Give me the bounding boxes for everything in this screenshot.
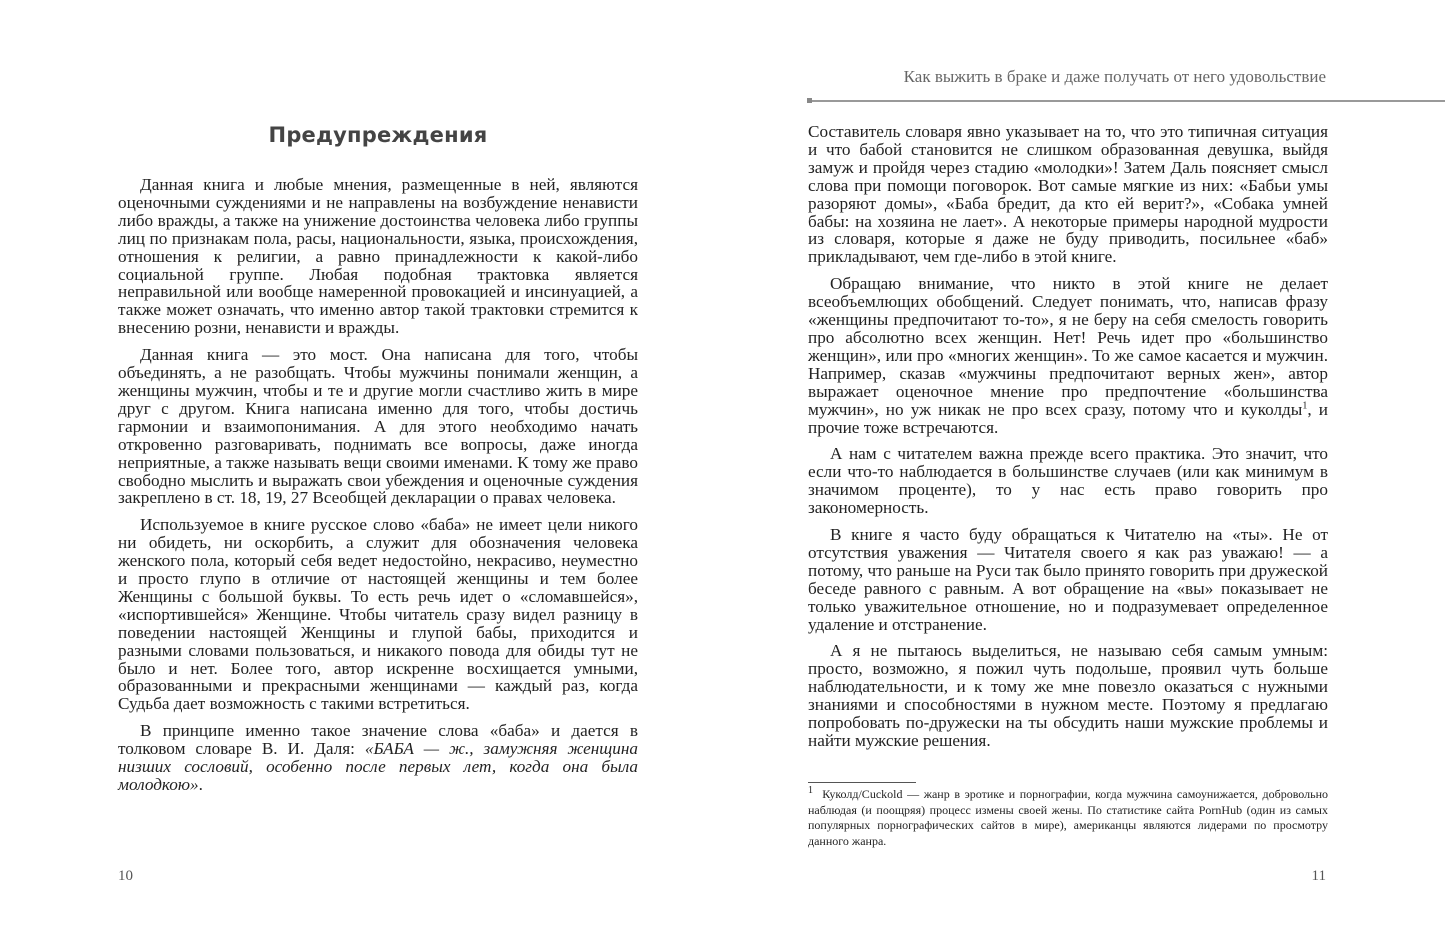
header-rule (807, 100, 1445, 102)
footnote-number: 1 (808, 785, 813, 796)
paragraph: Данная книга и любые мнения, размещенные в ней, являются оценочными суждениями и не направлены на возбуждение ненависти либо вражды, а также на унижение достоинства человека либо группы лиц по признакам пола, расы, национальности, языка, происхождения, отношения к религии, а равно принадлежности к какой-либо социальной группе. Любая подобная трактовка является неправильной или вообще намеренной провокацией и инсинуацией, а также может означать, что именно автор такой трактовки стремится к внесению розни, ненависти и вражды. (118, 175, 638, 338)
right-body-text (808, 123, 1328, 759)
page-number: 10 (118, 868, 133, 884)
header-rule-marker (807, 98, 812, 103)
footnote-rule (808, 782, 916, 783)
page-number: 11 (1311, 868, 1326, 884)
running-head: Как выжить в браке и даже получать от него удовольствие (903, 67, 1326, 86)
paragraph: А нам с читателем важна прежде всего практика. Это значит, что если что-то наблюдается в большинстве случаев (или как минимум в значимом проценте), то у нас есть право говорить про закономерность. (808, 444, 1328, 518)
paragraph: А я не пытаюсь выделиться, не называю себя самым умным: просто, возможно, я пожил чуть подольше, проявил чуть больше наблюдательности, и к тому же мне повезло оказаться с нужными знаниями и способностями в нужном месте. Поэтому я предлагаю попробовать по-дружески на ты обсудить наши мужские проблемы и найти мужские решения. (808, 641, 1328, 750)
paragraph-text: В принципе именно такое значение слова «баба» и дается в толковом словаре В. И. Даля: (118, 721, 638, 759)
left-page (0, 0, 722, 935)
paragraph-end: . (198, 775, 203, 794)
paragraph-text: Обращаю внимание, что никто в этой книге не делает всеобъемлющих обобщений. Следует понимать, что, написав фразу «женщины предпочитают то-то», я не беру на себя смелость говорить про абсолютно всех женщин. Нет! Речь идет про «большинство женщин», или про «многих женщин». То же самое касается и мужчин. Например, сказав «мужчины предпочитают верных жен», автор выражает оценочное мнение про предпочтение «большинства мужчин», но уж никак не про всех сразу, потому что и куколды (808, 274, 1328, 419)
paragraph-dictionary-quote (118, 722, 638, 794)
footnote-marker[interactable]: 1 (1302, 399, 1308, 411)
paragraph-text-end: , и прочие тоже встречаются. (808, 399, 1328, 437)
paragraph-with-footnote (808, 275, 1328, 436)
paragraph: Используемое в книге русское слово «баба» не имеет цели никого ни обидеть, ни оскорбить, а служит для обозначения человека женского пола, который себя ведет недостойно, некрасиво, неуместно и просто глупо в отличие от настоящей женщины и тем более Женщины с большой буквы. То есть речь идет о «сломавшейся», «испортившейся» Женщине. Чтобы читатель сразу видел разницу в поведении настоящей Женщины и глупой бабы, приходится и разными словами пользоваться, и никакого повода для обиды тут не было и нет. Более того, автор искренне восхищается умными, образованными и прекрасными женщинами — каждый раз, когда Судьба дает возможность с такими встретиться. (118, 515, 638, 714)
paragraph: Составитель словаря явно указывает на то, что это типичная ситуация и что бабой становится не слишком образованная девушка, выйдя замуж и пройдя через стадию «молодки»! Затем Даль поясняет смысл слова при помощи поговорок. Вот самые мягкие из них: «Бабьи умы разоряют домы», «Баба бредит, да кто ей верит?», «Собака умней бабы: на хозяина не лает». А некоторые примеры народной мудрости из словаря, которые я даже не буду приводить, посильнее «баб» прикладывают, чем где-либо в этой книге. (808, 122, 1328, 267)
right-page (722, 0, 1445, 935)
footnote (808, 787, 1328, 849)
left-body-text (118, 176, 638, 803)
paragraph: Данная книга — это мост. Она написана для того, чтобы объединять, а не разобщать. Чтобы мужчины понимали женщин, а женщины мужчин, чтобы и те и другие могли счастливо жить в мире друг с другом. Книга написана именно для того, чтобы достичь гармонии и взаимопонимания. А для этого необходимо начать откровенно разговаривать, поднимать все вопросы, даже иногда неприятные, а также называть вещи своими именами. К тому же право свободно мыслить и выражать свои убеждения и оценочные суждения закреплено в ст. 18, 19, 27 Всеобщей декларации о правах человека. (118, 345, 638, 508)
paragraph: В книге я часто буду обращаться к Читателю на «ты». Не от отсутствия уважения — Читателя своего я как раз уважаю! — а потому, что раньше на Руси так было принято говорить при дружеской беседе равного с равным. А вот обращение на «вы» показывает не только уважительное отношение, но и подразумевает определенное удаление и отстранение. (808, 525, 1328, 634)
dictionary-quote: «БАБА — ж., замужняя женщина низших сословий, особенно после первых лет, когда она была молодкою» (118, 739, 638, 794)
chapter-title: Предупреждения (268, 123, 488, 147)
footnote-text: Куколд/Cuckold — жанр в эротике и порнографии, когда мужчина самоунижается, добровольно наблюдая (и поощряя) процесс измены своей жены. По статистике сайта PornHub (один из самых популярных порнографических сайтов в мире), американцы являются лидерами по просмотру данного жанра. (808, 787, 1328, 848)
